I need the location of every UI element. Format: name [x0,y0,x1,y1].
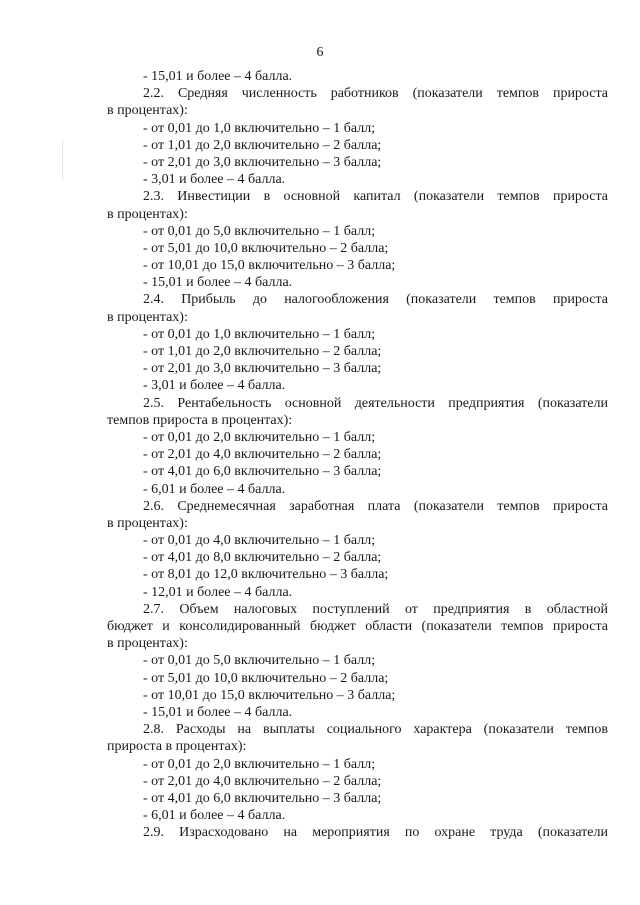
text-line: 2.5. Рентабельность основной деятельности предприятия (показатели [143,395,608,411]
text-line: в процентах): [107,103,188,119]
text-line: - от 5,01 до 10,0 включительно – 2 балла; [143,240,389,256]
text-line: - 15,01 и более – 4 балла. [143,275,293,291]
document-body [107,68,608,841]
text-line: 2.2. Средняя численность работников (показатели темпов прироста [143,86,608,102]
scan-artifact [62,140,63,180]
text-line: 2.8. Расходы на выплаты социального характера (показатели темпов [143,722,608,738]
text-line: - от 4,01 до 8,0 включительно – 2 балла; [143,550,382,566]
text-line: - 12,01 и более – 4 балла. [143,584,293,600]
text-line: - от 2,01 до 3,0 включительно – 3 балла; [143,361,382,377]
text-line: - 3,01 и более – 4 балла. [143,172,286,188]
text-line: - от 2,01 до 4,0 включительно – 2 балла; [143,447,382,463]
text-line: - от 0,01 до 2,0 включительно – 1 балл; [143,429,376,445]
text-line: - 15,01 и более – 4 балла. [143,69,293,84]
text-line: - от 0,01 до 5,0 включительно – 1 балл; [143,223,376,239]
text-line: в процентах): [107,515,188,531]
text-line: - 6,01 и более – 4 балла. [143,481,286,497]
text-line: - от 4,01 до 6,0 включительно – 3 балла; [143,790,382,806]
text-line: - от 1,01 до 2,0 включительно – 2 балла; [143,137,382,153]
text-line: - от 2,01 до 4,0 включительно – 2 балла; [143,773,382,789]
text-line: - от 10,01 до 15,0 включительно – 3 балла; [143,687,396,703]
text-line: - от 1,01 до 2,0 включительно – 2 балла; [143,344,382,359]
text-line: прироста в процентах): [107,739,247,755]
text-line: - 3,01 и более – 4 балла. [143,378,286,394]
text-line: 2.7. Объем налоговых поступлений от предприятия в областной [143,601,608,617]
text-line: - от 0,01 до 1,0 включительно – 1 балл; [143,326,376,342]
text-line: - от 0,01 до 5,0 включительно – 1 балл; [143,653,376,669]
page-number: 6 [316,45,324,60]
text-line: 2.6. Среднемесячная заработная плата (показатели темпов прироста [143,498,608,514]
text-line: - от 2,01 до 3,0 включительно – 3 балла; [143,154,382,170]
text-line: в процентах): [107,636,188,652]
text-line: - от 10,01 до 15,0 включительно – 3 балла; [143,258,396,274]
text-line: 2.9. Израсходовано на мероприятия по охране труда (показатели [143,825,608,841]
text-line: 2.4. Прибыль до налогообложения (показатели темпов прироста [143,292,608,308]
text-line: бюджет и консолидированный бюджет области (показатели темпов прироста [107,619,608,634]
text-line: в процентах): [107,206,188,222]
text-line: - 15,01 и более – 4 балла. [143,704,293,720]
text-line: - от 5,01 до 10,0 включительно – 2 балла; [143,670,389,686]
text-line: в процентах): [107,309,188,325]
text-line: - от 0,01 до 1,0 включительно – 1 балл; [143,120,376,136]
text-line: - от 8,01 до 12,0 включительно – 3 балла; [143,567,389,583]
text-line: темпов прироста в процентах): [107,412,293,428]
text-line: - 6,01 и более – 4 балла. [143,808,286,824]
text-line: - от 4,01 до 6,0 включительно – 3 балла; [143,464,382,480]
text-line: - от 0,01 до 4,0 включительно – 1 балл; [143,533,376,549]
text-line: 2.3. Инвестиции в основной капитал (показатели темпов прироста [143,189,608,205]
text-line: - от 0,01 до 2,0 включительно – 1 балл; [143,756,376,772]
